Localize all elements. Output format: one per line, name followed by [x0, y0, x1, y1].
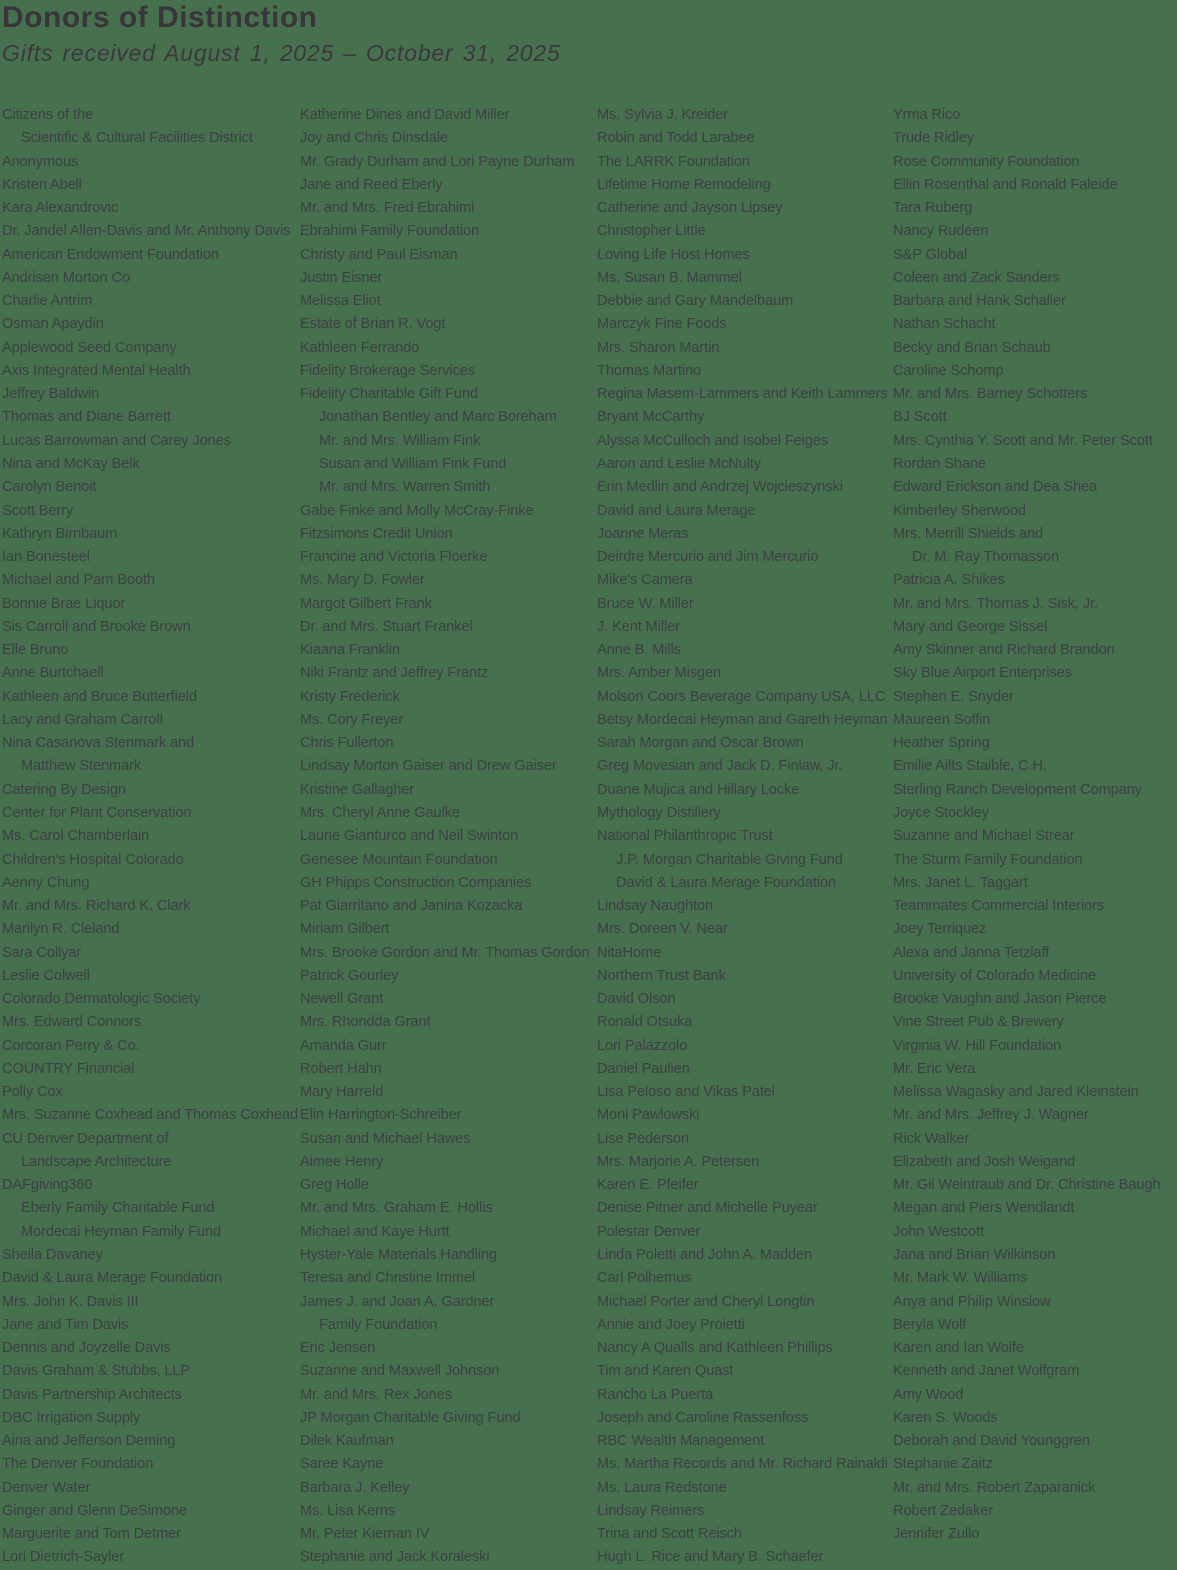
donor-name: American Endowment Foundation	[2, 246, 219, 263]
donor-name: Amanda Gurr	[300, 1037, 387, 1054]
donor-name: Aenny Chung	[2, 874, 90, 891]
donor-name: Eberly Family Charitable Fund	[21, 1200, 215, 1217]
donor-name: Mr. and Mrs. Barney Schotters	[893, 386, 1088, 403]
donor-name: Robin and Todd Larabee	[597, 130, 755, 147]
donor-name: Dr. M. Ray Thomasson	[912, 549, 1059, 566]
donor-name: Edward Erickson and Dea Shea	[893, 479, 1098, 496]
donor-name: Elle Bruno	[2, 642, 69, 659]
donor-name: Newell Grant	[300, 991, 384, 1008]
donor-name: Lisa Peloso and Vikas Patel	[597, 1084, 775, 1101]
donor-name: Thomas and Diane Barrett	[2, 409, 171, 426]
donor-name: Mrs. John K. Davis III	[2, 1293, 139, 1310]
donor-name: Mrs. Marjorie A. Petersen	[597, 1153, 760, 1170]
donor-name: Ms. Laura Redstone	[597, 1479, 727, 1496]
donor-name: Teammates Commercial Interiors	[893, 898, 1105, 915]
donor-name: Bonnie Brae Liquor	[2, 595, 126, 612]
donor-name: Jennifer Zullo	[893, 1526, 980, 1543]
donor-name: Debbie and Gary Mandelbaum	[597, 293, 794, 310]
donor-name: Anonymous	[2, 153, 79, 170]
donor-name: Kristen Abell	[2, 176, 82, 193]
donor-name: Teresa and Christine Immel	[300, 1270, 476, 1287]
donor-name: Colorado Dermatologic Society	[2, 991, 201, 1008]
donor-name: CU Denver Department of	[2, 1130, 169, 1147]
page-subtitle: Gifts received August 1, 2025 – October 31, 2025	[2, 40, 561, 66]
donor-name: Carl Polhemus	[597, 1270, 692, 1287]
donor-name: Lacy and Graham Carroll	[2, 711, 163, 728]
donor-name: Amy Skinner and Richard Brandon	[893, 642, 1115, 659]
donor-name: Francine and Victoria Floerke	[300, 549, 488, 566]
donor-name: Michael Porter and Cheryl Longtin	[597, 1293, 815, 1310]
donor-name: Catering By Design	[2, 781, 126, 798]
donor-name: David and Laura Merage	[597, 502, 756, 519]
donor-name: Ms. Lisa Kerns	[300, 1502, 396, 1519]
donor-name: Mr. and Mrs. Rex Jones	[300, 1386, 452, 1403]
donor-name: Denise Pitner and Michelle Puyear	[597, 1200, 818, 1217]
donor-name: Annie and Joey Proietti	[597, 1316, 745, 1333]
donor-name: Davis Graham & Stubbs, LLP	[2, 1363, 191, 1380]
donor-name: Ebrahimi Family Foundation	[300, 223, 480, 240]
donor-name: Barbara J. Kelley	[300, 1479, 410, 1496]
donor-name: Niki Frantz and Jeffrey Frantz	[300, 665, 489, 682]
donor-name: Anne Burtchaell	[2, 665, 104, 682]
donor-name: Joyce Stockley	[893, 804, 989, 821]
page-title: Donors of Distinction	[2, 1, 318, 34]
donor-name: JP Morgan Charitable Giving Fund	[300, 1409, 521, 1426]
donor-name: Estate of Brian R. Vogt	[300, 316, 446, 333]
donor-name: GH Phipps Construction Companies	[300, 874, 532, 891]
donor-name: Ms. Susan B. Mammel	[597, 269, 742, 286]
donor-name: Loving Life Host Homes	[597, 246, 750, 263]
donor-name: Corcoran Perry & Co.	[2, 1037, 140, 1054]
donor-column-1	[2, 104, 300, 1570]
donor-name: Anne B. Mills	[597, 642, 681, 659]
donor-name: Lindsay Morton Gaiser and Drew Gaiser	[300, 758, 557, 775]
donor-name: Karen E. Pfeifer	[597, 1177, 699, 1194]
donor-name: Landscape Architecture	[21, 1153, 172, 1170]
donor-name: Kristy Frederick	[300, 688, 400, 705]
donor-name: Kristine Gallagher	[300, 781, 415, 798]
donor-name: Pat Giarritano and Janina Kozacka	[300, 898, 523, 915]
donor-name: Mr. Gil Weintraub and Dr. Christine Baugh	[893, 1177, 1161, 1194]
donor-name: Greg Holle	[300, 1177, 369, 1194]
donor-name: Charlie Antrim	[2, 293, 93, 310]
donor-name: Denver Water	[2, 1479, 91, 1496]
donor-name: Suzanne and Maxwell Johnson	[300, 1363, 500, 1380]
donor-name: Tara Ruberg	[893, 200, 973, 217]
donor-name: Alyssa McCulloch and Isobel Feiges	[597, 432, 829, 449]
donor-name: Patrick Gourley	[300, 967, 399, 984]
donor-name: Mordecai Heyman Family Fund	[21, 1223, 222, 1240]
donor-name: Michael and Kaye Hurtt	[300, 1223, 450, 1240]
donor-name: Dr. Jandel Allen-Davis and Mr. Anthony Davis	[2, 223, 291, 240]
donor-name: Trude Ridley	[893, 130, 974, 147]
donor-name: Mrs. Brooke Gordon and Mr. Thomas Gordon	[300, 944, 590, 961]
donor-name: The Sturm Family Foundation	[893, 851, 1083, 868]
donor-column-4	[893, 104, 1177, 1546]
donor-name: Bryant McCarthy	[597, 409, 705, 426]
donor-name: Mr. and Mrs. Warren Smith	[319, 479, 491, 496]
donor-name: Kenneth and Janet Wolfgram	[893, 1363, 1080, 1380]
donor-name: Jonathan Bentley and Marc Boreham	[319, 409, 557, 426]
donor-name: Ms. Martha Records and Mr. Richard Rainaldi	[597, 1456, 888, 1473]
donor-name: Rick Walker	[893, 1130, 970, 1147]
donor-name: Patricia A. Shikes	[893, 572, 1005, 589]
donor-name: Mrs. Doreen V. Near	[597, 921, 728, 938]
donor-name: Deborah and David Younggren	[893, 1433, 1090, 1450]
donor-name: Aina and Jefferson Deming	[2, 1433, 176, 1450]
donor-name: The Denver Foundation	[2, 1456, 154, 1473]
donor-name: Nina Casanova Stenmark and	[2, 735, 195, 752]
donor-name: Sterling Ranch Development Company	[893, 781, 1142, 798]
donor-name: Katherine Dines and David Miller	[300, 107, 510, 123]
donor-name: University of Colorado Medicine	[893, 967, 1096, 984]
donor-name: Carolyn Benoit	[2, 479, 97, 496]
donor-name: Mr. and Mrs. Richard K. Clark	[2, 898, 191, 915]
donor-name: Hugh L. Rice and Mary B. Schaefer	[597, 1549, 824, 1566]
donor-name: Osman Apaydin	[2, 316, 104, 333]
donor-name: Mary Harreld	[300, 1084, 384, 1101]
donor-name: Virginia W. Hill Foundation	[893, 1037, 1062, 1054]
donor-name: Sheila Davaney	[2, 1247, 103, 1264]
donor-name: Mr. and Mrs. Robert Zaparanick	[893, 1479, 1096, 1496]
donor-name: Rose Community Foundation	[893, 153, 1080, 170]
donor-name: Mrs. Merrill Shields and	[893, 525, 1044, 542]
donor-name: Ronald Otsuka	[597, 1014, 693, 1031]
donor-name: Rancho La Puerta	[597, 1386, 714, 1403]
donor-name: Mrs. Sharon Martin	[597, 339, 720, 356]
donor-name: Mr. and Mrs. Jeffrey J. Wagner	[893, 1107, 1089, 1124]
donor-name: Polly Cox	[2, 1084, 63, 1101]
donor-name: Ms. Sylvia J. Kreider	[597, 107, 728, 123]
donor-name: Eric Jensen	[300, 1340, 376, 1357]
donor-name: Robert Hahn	[300, 1060, 382, 1077]
donor-name: Lise Pederson	[597, 1130, 689, 1147]
donor-name: Lori Dietrich-Sayler	[2, 1549, 125, 1566]
donor-name: Nina and McKay Belk	[2, 455, 140, 472]
donor-name: Mr. and Mrs. William Fink	[319, 432, 481, 449]
donor-name: Sara Collyar	[2, 944, 82, 961]
donor-name: Caroline Schomp	[893, 362, 1004, 379]
donor-name: Melissa Wagasky and Jared Kleinstein	[893, 1084, 1139, 1101]
donor-name: Mr. and Mrs. Fred Ebrahimi	[300, 200, 475, 217]
donor-name: Genesee Mountain Foundation	[300, 851, 498, 868]
donor-name: Maureen Soffin	[893, 711, 991, 728]
donor-name: Deirdre Mercurio and Jim Mercurio	[597, 549, 819, 566]
donor-name: Scott Berry	[2, 502, 74, 519]
donor-name: Margot Gilbert Frank	[300, 595, 432, 612]
donor-name: Matthew Stenmark	[21, 758, 142, 775]
donor-name: Stephen E. Snyder	[893, 688, 1014, 705]
donor-name: Ms. Mary D. Fowler	[300, 572, 425, 589]
donor-name: Susan and William Fink Fund	[319, 455, 507, 472]
donor-name: National Philanthropic Trust	[597, 828, 773, 845]
donor-name: Christopher Little	[597, 223, 706, 240]
donor-name: RBC Wealth Management	[597, 1433, 765, 1450]
donor-name: Marczyk Fine Foods	[597, 316, 727, 333]
donor-name: Elizabeth and Josh Weigand	[893, 1153, 1076, 1170]
donor-name: Mary and George Sissel	[893, 618, 1048, 635]
donor-name: Alexa and Janna Tetzlaff	[893, 944, 1050, 961]
donor-name: John Westcott	[893, 1223, 984, 1240]
donor-name: Ian Bonesteel	[2, 549, 90, 566]
donor-name: S&P Global	[893, 246, 968, 263]
donor-name: Dr. and Mrs. Stuart Frankel	[300, 618, 473, 635]
donor-name: Mr. Grady Durham and Lori Payne Durham	[300, 153, 575, 170]
donor-name: J.P. Morgan Charitable Giving Fund	[616, 851, 843, 868]
donor-name: Leslie Colwell	[2, 967, 90, 984]
donor-name: Citizens of the	[2, 107, 93, 123]
donor-name: Jane and Tim Davis	[2, 1316, 129, 1333]
donor-name: Ginger and Glenn DeSimone	[2, 1502, 187, 1519]
donor-name: Anya and Philip Winslow	[893, 1293, 1051, 1310]
donor-name: Erin Medlin and Andrzej Wojcieszynski	[597, 479, 843, 496]
donor-name: Suzanne and Michael Strear	[893, 828, 1075, 845]
donor-name: Nathan Schacht	[893, 316, 996, 333]
donor-name: Sky Blue Airport Enterprises	[893, 665, 1072, 682]
donor-name: Joey Terriquez	[893, 921, 987, 938]
donor-name: Family Foundation	[319, 1316, 438, 1333]
donor-name: Jeffrey Baldwin	[2, 386, 100, 403]
donor-name: Scientific & Cultural Facilities District	[21, 130, 253, 147]
donor-name: Betsy Mordecai Heyman and Gareth Heyman	[597, 711, 888, 728]
donor-name: Becky and Brian Schaub	[893, 339, 1051, 356]
donor-name: Lindsay Reimers	[597, 1502, 705, 1519]
donor-name: Chris Fullerton	[300, 735, 394, 752]
donor-name: Mr. Mark W. Williams	[893, 1270, 1028, 1287]
donor-name: Vine Street Pub & Brewery	[893, 1014, 1064, 1031]
donor-name: Mr. Eric Vera	[893, 1060, 976, 1077]
donor-name: Megan and Piers Wendlandt	[893, 1200, 1075, 1217]
donor-name: Trina and Scott Reisch	[597, 1526, 742, 1543]
donor-name: Mike's Camera	[597, 572, 693, 589]
donor-name: Applewood Seed Company	[2, 339, 177, 356]
donor-name: Regina Masem-Lammers and Keith Lammers	[597, 386, 888, 403]
donor-name: Kathleen and Bruce Butterfield	[2, 688, 197, 705]
donor-name: Greg Movesian and Jack D. Finlaw, Jr.	[597, 758, 843, 775]
donor-name: Christy and Paul Eisman	[300, 246, 458, 263]
donor-name: Dennis and Joyzelle Davis	[2, 1340, 171, 1357]
donor-name: Marguerite and Tom Detmer	[2, 1526, 181, 1543]
donor-name: J. Kent Miller	[597, 618, 680, 635]
donor-name: Rordan Shane	[893, 455, 986, 472]
donor-name: BJ Scott	[893, 409, 947, 426]
donor-name: Laurie Gianturco and Neil Swinton	[300, 828, 519, 845]
donor-name: Mythology Distillery	[597, 804, 721, 821]
donor-name: Nancy A Qualls and Kathleen Phillips	[597, 1340, 833, 1357]
donor-name: Children's Hospital Colorado	[2, 851, 184, 868]
donor-name: Ms. Cory Freyer	[300, 711, 404, 728]
donor-name: Jane and Reed Eberly	[300, 176, 443, 193]
donor-name: Jana and Brian Wilkinson	[893, 1247, 1056, 1264]
donor-name: Tim and Karen Quast	[597, 1363, 734, 1380]
donor-name: Molson Coors Beverage Company USA, LLC	[597, 688, 886, 705]
donor-name: Lori Palazzolo	[597, 1037, 688, 1054]
donor-name: Fitzsimons Credit Union	[300, 525, 453, 542]
donor-name: Thomas Martino	[597, 362, 702, 379]
donor-name: Mrs. Rhondda Grant	[300, 1014, 431, 1031]
donor-name: Duane Mujica and Hillary Locke	[597, 781, 800, 798]
donor-name: Fidelity Charitable Gift Fund	[300, 386, 478, 403]
donor-name: Mr. and Mrs. Thomas J. Sisk, Jr.	[893, 595, 1098, 612]
donor-name: Mr. Peter Kiernan IV	[300, 1526, 430, 1543]
donor-name: Hyster-Yale Materials Handling	[300, 1247, 498, 1264]
donor-name: Mrs. Suzanne Coxhead and Thomas Coxhead	[2, 1107, 298, 1124]
donor-name: NitaHome	[597, 944, 662, 961]
donor-name: Stephanie and Jack Koraleski	[300, 1549, 490, 1566]
donor-name: Nancy Rudeen	[893, 223, 989, 240]
donor-name: Emilie Ailts Staible, C.H.	[893, 758, 1047, 775]
donor-name: Mrs. Janet L. Taggart	[893, 874, 1028, 891]
donor-name: Fidelity Brokerage Services	[300, 362, 475, 379]
donor-name: DAFgiving360	[2, 1177, 93, 1194]
donor-name: James J. and Joan A. Gardner	[300, 1293, 495, 1310]
donor-name: Catherine and Jayson Lipsey	[597, 200, 783, 217]
donor-name: Brooke Vaughn and Jason Pierce	[893, 991, 1107, 1008]
donor-name: Michael and Pam Booth	[2, 572, 155, 589]
donor-name: Aimee Henry	[300, 1153, 384, 1170]
donor-name: Ellin Rosenthal and Ronald Faleide	[893, 176, 1118, 193]
donor-name: Stephanie Zaitz	[893, 1456, 993, 1473]
donor-name: Linda Poletti and John A. Madden	[597, 1247, 813, 1264]
donor-column-3	[597, 104, 895, 1570]
donor-name: Lindsay Naughton	[597, 898, 714, 915]
donor-name: Justin Eisner	[300, 269, 383, 286]
donor-name: Daniel Paulien	[597, 1060, 690, 1077]
donor-name: David & Laura Merage Foundation	[616, 874, 836, 891]
donor-name: Kathleen Ferrando	[300, 339, 420, 356]
donor-name: Sis Carroll and Brooke Brown	[2, 618, 191, 635]
donor-name: Mrs. Cynthia Y. Scott and Mr. Peter Scott	[893, 432, 1153, 449]
donor-name: Aaron and Leslie McNulty	[597, 455, 761, 472]
donor-name: Kara Alexandrovic	[2, 200, 118, 217]
donor-name: Susan and Michael Hawes	[300, 1130, 471, 1147]
donor-name: Robert Zedaker	[893, 1502, 993, 1519]
donor-name: The LARRK Foundation	[597, 153, 750, 170]
donor-name: Mr. and Mrs. Graham E. Hollis	[300, 1200, 493, 1217]
donor-name: Joy and Chris Dinsdale	[300, 130, 448, 147]
donor-name: Ms. Carol Chamberlain	[2, 828, 150, 845]
donor-name: Lifetime Home Remodeling	[597, 176, 771, 193]
donor-name: COUNTRY Financial	[2, 1060, 135, 1077]
donor-name: Lucas Barrowman and Carey Jones	[2, 432, 231, 449]
donor-column-2	[300, 104, 598, 1570]
donor-name: Amy Wood	[893, 1386, 964, 1403]
donor-name: Heather Spring	[893, 735, 990, 752]
donor-name: Marilyn R. Cleland	[2, 921, 120, 938]
donor-name: Sarah Morgan and Oscar Brown	[597, 735, 804, 752]
donor-name: Melissa Eliot	[300, 293, 381, 310]
donor-name: Yrma Rico	[893, 107, 961, 123]
donor-name: Axis Integrated Mental Health	[2, 362, 191, 379]
donor-name: Joseph and Caroline Rassenfoss	[597, 1409, 809, 1426]
donor-name: Center for Plant Conservation	[2, 804, 192, 821]
donor-name: Mrs. Cheryl Anne Gaulke	[300, 804, 460, 821]
donor-name: Dilek Kaufman	[300, 1433, 394, 1450]
donor-name: Gabe Finke and Molly McCray-Finke	[300, 502, 534, 519]
donor-name: David Olson	[597, 991, 676, 1008]
donor-name: DBC Irrigation Supply	[2, 1409, 141, 1426]
donor-name: Karen and Ian Wolfe	[893, 1340, 1024, 1357]
donor-name: Beryla Wolf	[893, 1316, 967, 1333]
donor-name: Bruce W. Miller	[597, 595, 694, 612]
donor-name: Northern Trust Bank	[597, 967, 726, 984]
donor-name: Kathryn Birnbaum	[2, 525, 118, 542]
donor-name: Polestar Denver	[597, 1223, 701, 1240]
donor-name: Mrs. Edward Connors	[2, 1014, 142, 1031]
donor-name: Joanne Meras	[597, 525, 689, 542]
donor-name: Davis Partnership Architects	[2, 1386, 182, 1403]
donor-name: Andrisen Morton Co	[2, 269, 130, 286]
donor-name: Moni Pawlowski	[597, 1107, 700, 1124]
donor-name: Coleen and Zack Sanders	[893, 269, 1060, 286]
donor-name: Karen S. Woods	[893, 1409, 998, 1426]
donor-name: Miriam Gilbert	[300, 921, 390, 938]
donor-name: Kimberley Sherwood	[893, 502, 1026, 519]
donor-name: Mrs. Amber Misgen	[597, 665, 721, 682]
donor-name: Barbara and Hank Schaller	[893, 293, 1066, 310]
donor-name: Elin Harrington-Schreiber	[300, 1107, 462, 1124]
donor-name: David & Laura Merage Foundation	[2, 1270, 222, 1287]
donor-name: Saree Kayne	[300, 1456, 384, 1473]
donor-name: Kiaana Franklin	[300, 642, 400, 659]
